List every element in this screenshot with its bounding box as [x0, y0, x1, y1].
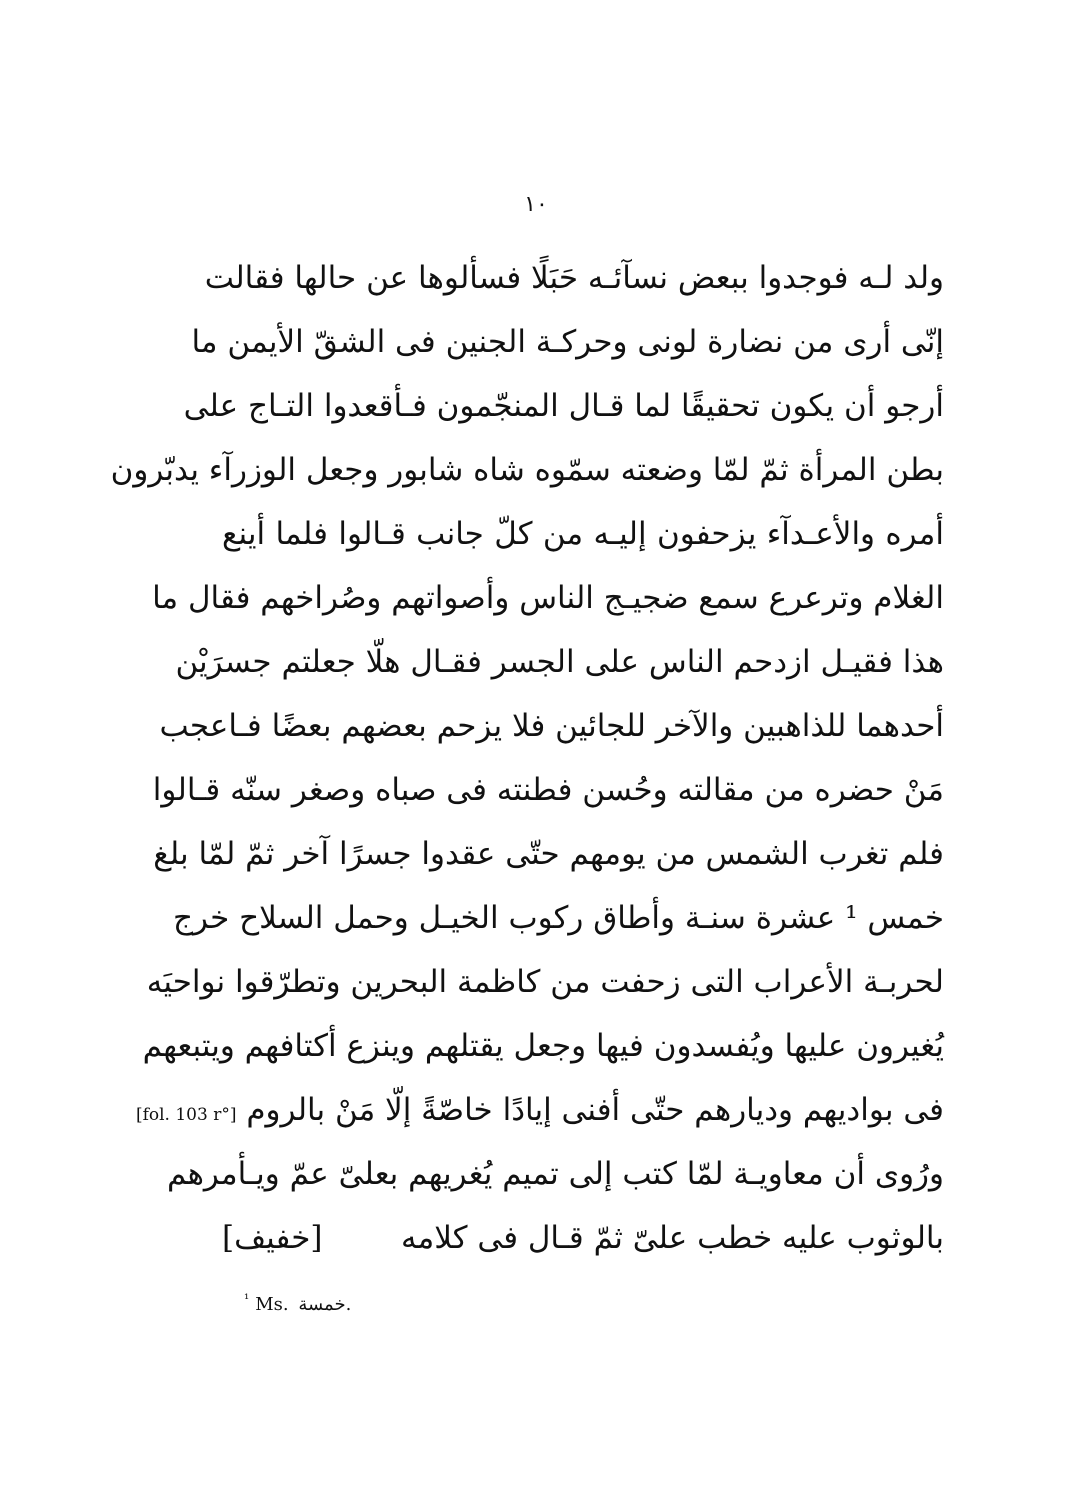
footnote: [244, 1286, 351, 1319]
text-line: الغلام وترعرع سمع ضجيـج الناس وأصواتهم وصُراخهم فقال ما: [152, 580, 944, 616]
footnote-marker: ¹: [244, 1292, 250, 1307]
main-text: [110, 246, 944, 1270]
text-line: أرجو أن يكون تحقيقًا لما قـال المنجّمون فـأقعدوا التـاج على: [183, 388, 944, 424]
meter-label: [خفيف]: [222, 1220, 323, 1256]
text-line: أمره والأعـدآء يزحفون إليـه من كلّ جانب قـالوا فلما أينع: [222, 516, 944, 552]
text-line: ولد لـه فوجدوا ببعض نسآئـه حَبَلًا فسألوها عن حالها فقالت: [204, 260, 944, 296]
text-line: مَنْ حضره من مقالته وحُسن فطنته فى صباه وصغر سنّه قـالوا: [152, 772, 944, 808]
text-line: يُغيرون عليها ويُفسدون فيها وجعل يقتلهم وينزع أكتافهم ويتبعهم: [142, 1028, 944, 1064]
footnote-period: .: [345, 1294, 352, 1315]
text-line-last: [222, 1206, 944, 1270]
text-line-content: فى بواديهم وديارهم حتّى أفنى إيادًا خاصّةً إلّا مَنْ بالروم: [246, 1092, 944, 1128]
text-line: فلم تغرب الشمس من يومهم حتّى عقدوا جسرًا آخر ثمّ لمّا بلغ: [153, 836, 944, 872]
text-line: لحربـة الأعراب التى زحفت من كاظمة البحرين وتطرّقوا نواحيَه: [146, 964, 944, 1000]
footnote-label: Ms.: [255, 1294, 289, 1315]
text-line-with-ref: [135, 1078, 944, 1142]
text-line: بطن المرأة ثمّ لمّا وضعته سمّوه شاه شابور وجعل الوزرآء يدبّرون: [110, 452, 944, 488]
folio-reference: [fol. 103 r°]: [135, 1105, 237, 1125]
page-number: ١٠: [524, 192, 548, 217]
text-line: أحدهما للذاهبين والآخر للجائين فلا يزحم بعضهم بعضًا فـاعجب: [159, 708, 944, 744]
text-line: إنّى أرى من نضارة لونى وحركـة الجنين فى الشقّ الأيمن ما: [191, 324, 944, 360]
text-line: ورُوى أن معاويـة لمّا كتب إلى تميم يُغريهم بعلىّ عمّ ويـأمرهم: [166, 1156, 944, 1192]
text-line: هذا فقيـل ازدحم الناس على الجسر فقـال هلّا جعلتم جسرَيْن: [175, 644, 944, 680]
text-line: خمس ¹ عشرة سنـة وأطاق ركوب الخيـل وحمل السلاح خرج: [173, 900, 944, 936]
text-line-content: بالوثوب عليه خطب علىّ ثمّ قـال فى كلامه: [401, 1220, 944, 1256]
footnote-arabic: خمسة: [298, 1294, 346, 1315]
